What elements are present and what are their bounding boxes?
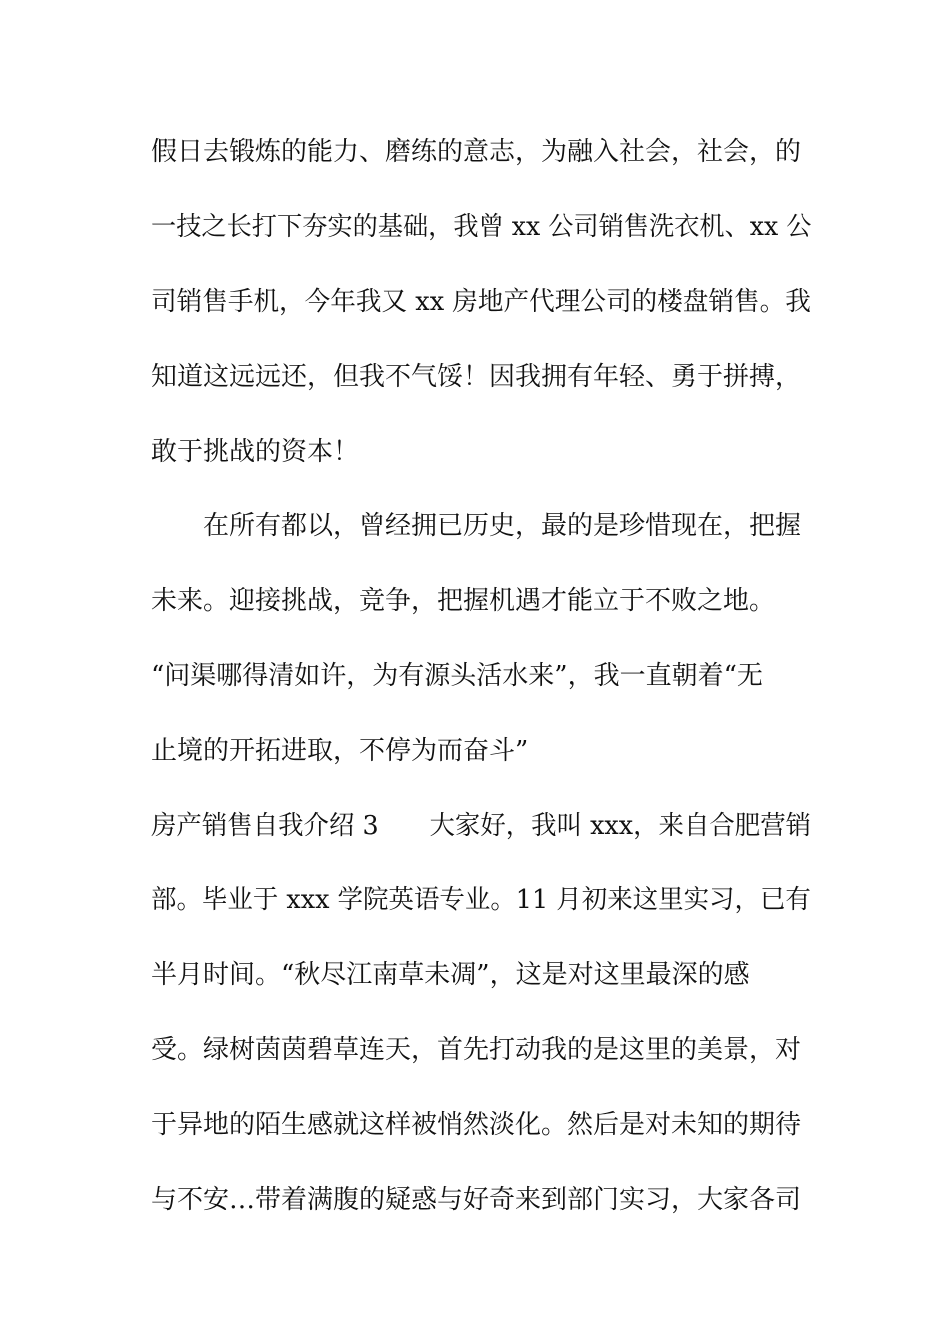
text-line-6: 在所有都以，曾经拥已历史，最的是珍惜现在，把握 bbox=[151, 511, 802, 541]
text-line-4: 知道这远远还，但我不气馁！因我拥有年轻、勇于拼搏， bbox=[151, 362, 802, 392]
text-line-3: 司销售手机，今年我又 xx 房地产代理公司的楼盘销售。我 bbox=[151, 287, 811, 317]
text-line-12: 半月时间。“秋尽江南草未凋”，这是对这里最深的感 bbox=[151, 960, 750, 990]
text-line-8: “问渠哪得清如许，为有源头活水来”，我一直朝着“无 bbox=[151, 661, 763, 691]
text-line-13: 受。绿树茵茵碧草连天，首先打动我的是这里的美景，对 bbox=[151, 1035, 802, 1065]
text-line-11: 部。毕业于 xxx 学院英语专业。11 月初来这里实习，已有 bbox=[151, 885, 811, 915]
text-line-14: 于异地的陌生感就这样被悄然淡化。然后是对未知的期待 bbox=[151, 1110, 802, 1140]
text-line-9: 止境的开拓进取，不停为而奋斗” bbox=[151, 736, 529, 766]
text-line-5: 敢于挑战的资本！ bbox=[151, 437, 360, 467]
text-line-7: 未来。迎接挑战，竞争，把握机遇才能立于不败之地。 bbox=[151, 586, 776, 616]
text-line-1: 假日去锻炼的能力、磨练的意志，为融入社会，社会，的 bbox=[151, 137, 802, 167]
text-line-15: 与不安…带着满腹的疑惑与好奇来到部门实习，大家各司 bbox=[151, 1185, 802, 1215]
text-line-2: 一技之长打下夯实的基础，我曾 xx 公司销售洗衣机、xx 公 bbox=[151, 212, 812, 242]
text-line-10: 房产销售自我介绍 3 大家好，我叫 xxx，来自合肥营销 bbox=[151, 811, 812, 841]
